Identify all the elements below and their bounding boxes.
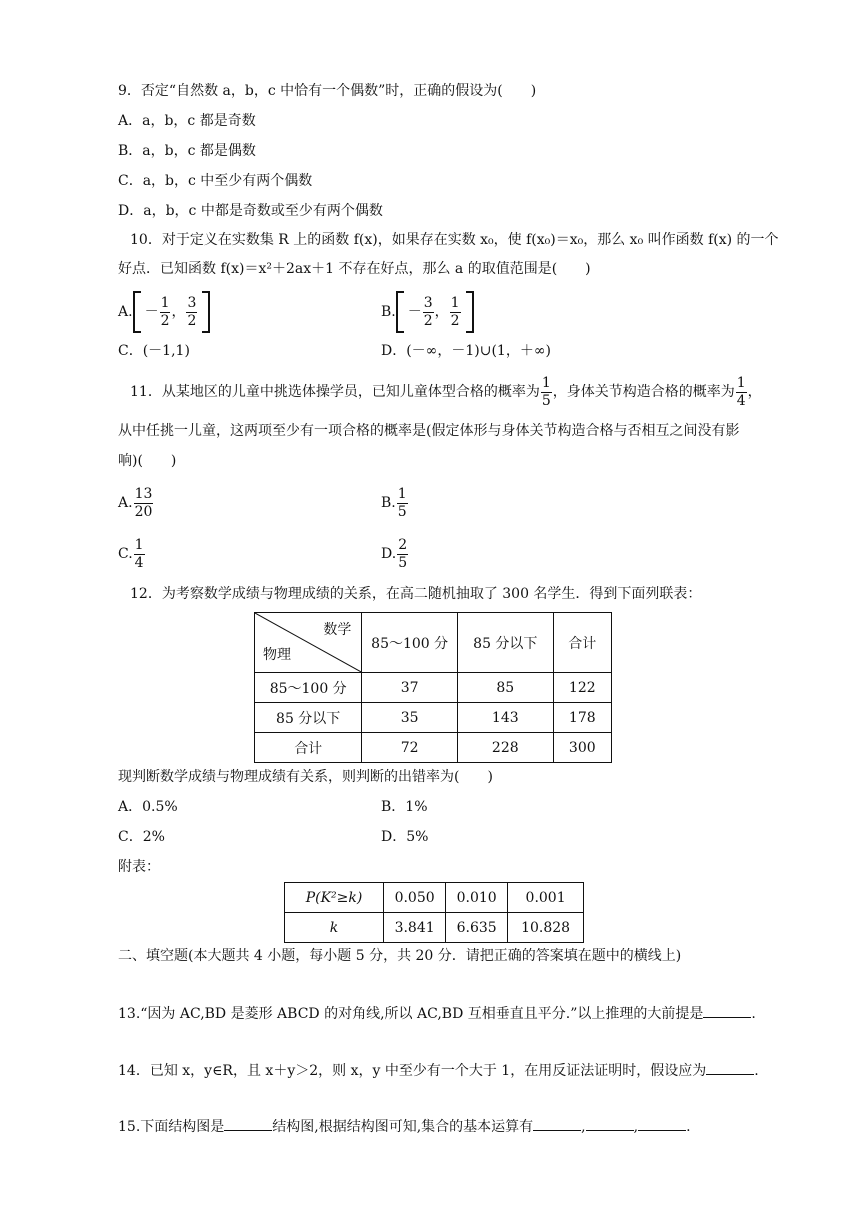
fraction: $\frac{3}{2}$ (423, 294, 433, 329)
q11-option-d: D. $\frac{2}{5}$ (381, 536, 408, 571)
table-row: P(K²≥k) 0.050 0.010 0.001 (285, 883, 584, 913)
table-header: 85～100 分 (362, 613, 458, 673)
q12-option-d: D．5% (381, 829, 429, 845)
table-row: 85 分以下 35 143 178 (255, 703, 612, 733)
table-header: 85 分以下 (457, 613, 553, 673)
q11-option-a: A. $\frac{13}{20}$ (118, 485, 153, 520)
q10-line2: 好点．已知函数 f(x)＝x²＋2ax＋1 不存在好点，那么 a 的取值范围是( ) (118, 261, 591, 277)
q12-question: 现判断数学成绩与物理成绩有关系，则判断的出错率为( ) (118, 769, 493, 785)
fraction: $\frac{13}{20}$ (134, 485, 153, 520)
q14: 14．已知 x，y∈R，且 x＋y＞2，则 x，y 中至少有一个大于 1，在用反证法证明时，假设应为 . (118, 1060, 759, 1081)
table-corner: 数学 物理 (255, 613, 362, 673)
q10-option-c: C．(－1,1) (118, 343, 190, 359)
q12-option-b: B．1% (381, 799, 428, 815)
right-bracket (202, 291, 210, 333)
q11-line1: 11．从某地区的儿童中挑选体操学员，已知儿童体型合格的概率为 $\frac{1}{5}$ ，身体关节构造合格的概率为 $\frac{1}{4}$ ， (130, 374, 762, 409)
q9-option-c: C．a，b，c 中至少有两个偶数 (118, 173, 313, 189)
q10-line1: 10．对于定义在实数集 R 上的函数 f(x)，如果存在实数 x₀，使 f(x₀)＝x₀，那么 x₀ 叫作函数 f(x) 的一个 (130, 232, 779, 248)
q10-option-d: D．(－∞，－1)∪(1，＋∞) (381, 343, 551, 359)
contingency-table (254, 612, 612, 763)
fraction: $\frac{1}{5}$ (541, 374, 551, 409)
section-title: 二、填空题(本大题共 4 小题，每小题 5 分，共 20 分．请把正确的答案填在题中的横线上) (118, 948, 682, 964)
q12-option-a: A．0.5% (118, 799, 178, 815)
q10-option-b: B. － $\frac{3}{2}$ ， $\frac{1}{2}$ (381, 290, 474, 334)
fraction: $\frac{1}{4}$ (736, 374, 746, 409)
fraction: $\frac{1}{2}$ (160, 294, 170, 329)
q9-option-a: A．a，b，c 都是奇数 (118, 113, 256, 129)
table-header: 合计 (553, 613, 611, 673)
fraction: $\frac{2}{5}$ (398, 536, 408, 571)
fraction: $\frac{3}{2}$ (187, 294, 197, 329)
fraction: $\frac{1}{4}$ (134, 536, 144, 571)
answer-blank[interactable] (586, 1116, 634, 1131)
left-bracket (133, 291, 141, 333)
q9-option-b: B．a，b，c 都是偶数 (118, 143, 256, 159)
answer-blank[interactable] (533, 1116, 581, 1131)
appendix-label: 附表： (118, 859, 160, 875)
q12-stem: 12．为考察数学成绩与物理成绩的关系，在高二随机抽取了 300 名学生．得到下面列联表： (130, 586, 702, 602)
table-row: 合计 72 228 300 (255, 733, 612, 763)
table-row: k 3.841 6.635 10.828 (285, 913, 584, 943)
q11-line3: 响)( ) (118, 453, 177, 469)
q11-option-c: C. $\frac{1}{4}$ (118, 536, 144, 571)
q12-option-c: C．2% (118, 829, 165, 845)
q9-option-d: D．a，b，c 中都是奇数或至少有两个偶数 (118, 203, 383, 219)
answer-blank[interactable] (224, 1116, 272, 1131)
answer-blank[interactable] (703, 1003, 751, 1018)
fraction: $\frac{1}{2}$ (450, 294, 460, 329)
q15: 15.下面结构图是 结构图,根据结构图可知,集合的基本运算有 , , . (118, 1116, 691, 1137)
appendix-table (284, 882, 584, 943)
table-row: 85～100 分 37 85 122 (255, 673, 612, 703)
answer-blank[interactable] (706, 1060, 754, 1075)
q13: 13.“因为 AC,BD 是菱形 ABCD 的对角线,所以 AC,BD 互相垂直且平分.”以上推理的大前提是 . (118, 1003, 756, 1024)
q10-option-a: A. － $\frac{1}{2}$ ， $\frac{3}{2}$ (118, 290, 210, 334)
q11-option-b: B. $\frac{1}{5}$ (381, 485, 407, 520)
q11-line2: 从中任挑一儿童，这两项至少有一项合格的概率是(假定体形与身体关节构造合格与否相互之间没有影 (118, 423, 740, 439)
answer-blank[interactable] (638, 1116, 686, 1131)
left-bracket (396, 291, 404, 333)
fraction: $\frac{1}{5}$ (397, 485, 407, 520)
q9-stem: 9．否定“自然数 a，b，c 中恰有一个偶数”时，正确的假设为( ) (118, 83, 537, 99)
right-bracket (466, 291, 474, 333)
